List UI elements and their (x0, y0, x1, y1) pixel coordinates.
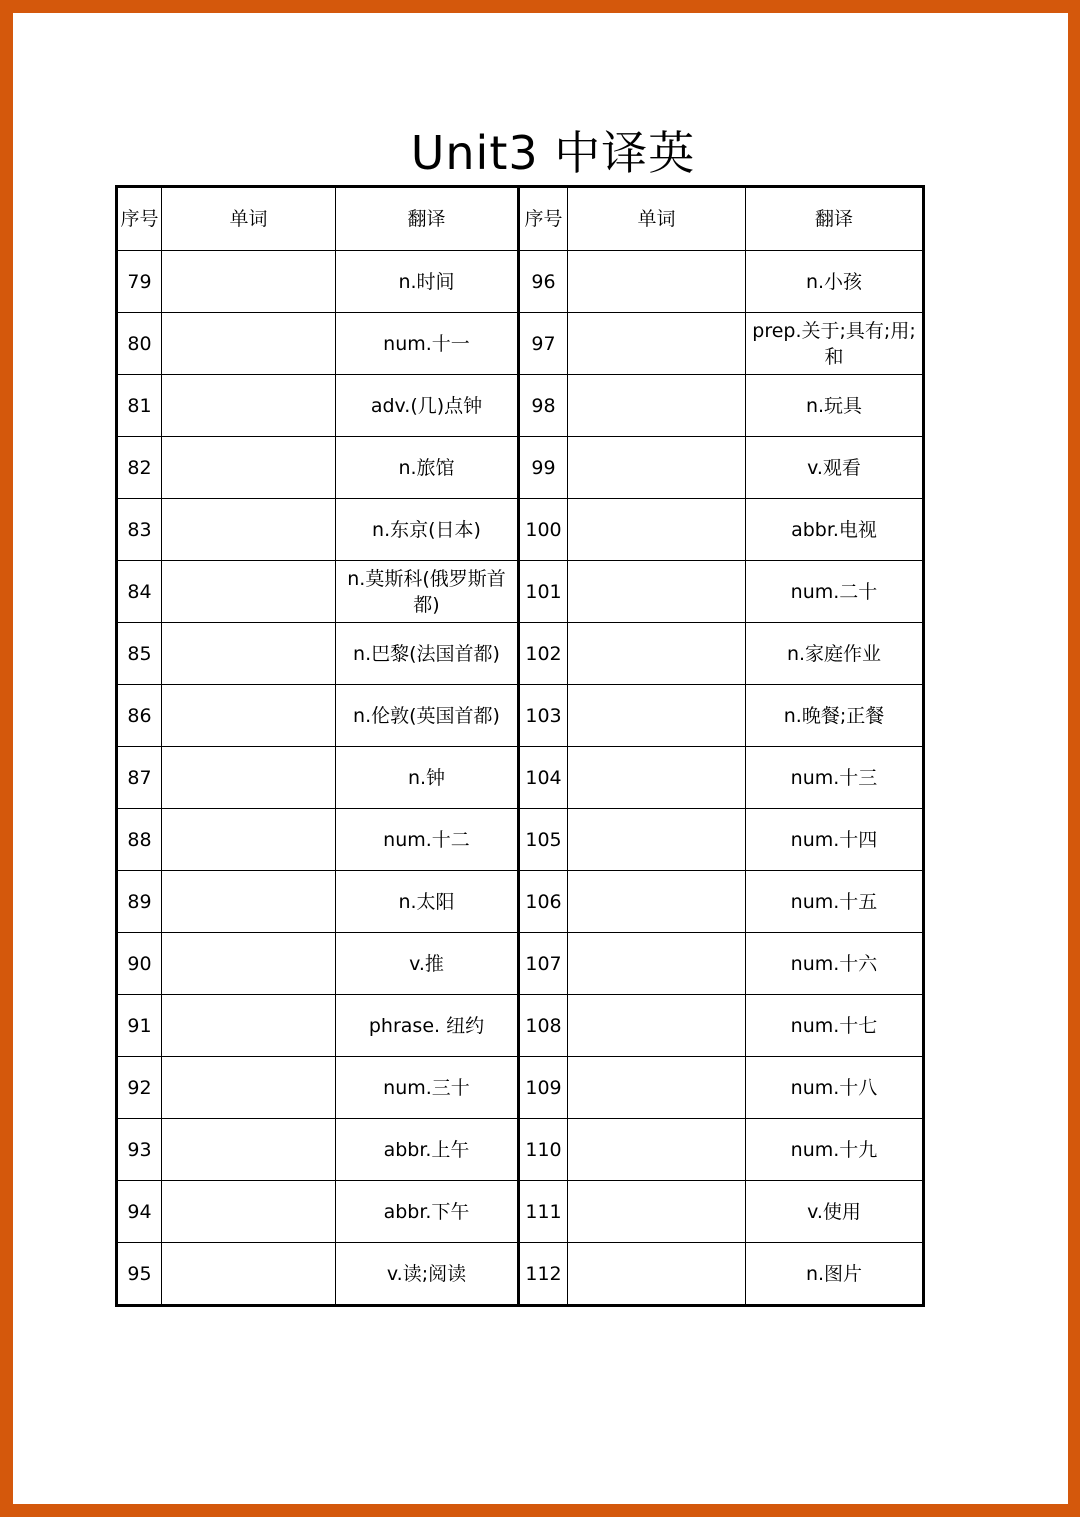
translation-cell: n.图片 (746, 1243, 924, 1306)
translation-cell: n.钟 (336, 747, 519, 809)
table-header-row (117, 187, 924, 251)
header-word-left: 单词 (162, 187, 336, 251)
number-cell: 108 (519, 995, 568, 1057)
word-answer-cell[interactable] (162, 871, 336, 933)
translation-cell: prep.关于;具有;用;和 (746, 313, 924, 375)
word-answer-cell[interactable] (568, 871, 746, 933)
word-answer-cell[interactable] (568, 1057, 746, 1119)
number-cell: 87 (117, 747, 162, 809)
number-cell: 96 (519, 251, 568, 313)
word-answer-cell[interactable] (568, 685, 746, 747)
word-answer-cell[interactable] (162, 499, 336, 561)
translation-cell: n.莫斯科(俄罗斯首都) (336, 561, 519, 623)
word-answer-cell[interactable] (162, 561, 336, 623)
translation-cell: num.十九 (746, 1119, 924, 1181)
table-row (117, 685, 924, 747)
word-answer-cell[interactable] (162, 1181, 336, 1243)
word-answer-cell[interactable] (568, 1243, 746, 1306)
word-answer-cell[interactable] (162, 623, 336, 685)
word-answer-cell[interactable] (568, 623, 746, 685)
word-answer-cell[interactable] (162, 1243, 336, 1306)
table-row (117, 871, 924, 933)
number-cell: 85 (117, 623, 162, 685)
translation-cell: num.二十 (746, 561, 924, 623)
translation-cell: n.时间 (336, 251, 519, 313)
word-answer-cell[interactable] (162, 251, 336, 313)
header-number-right: 序号 (519, 187, 568, 251)
translation-cell: n.旅馆 (336, 437, 519, 499)
word-answer-cell[interactable] (568, 747, 746, 809)
word-answer-cell[interactable] (162, 685, 336, 747)
table-row (117, 375, 924, 437)
translation-cell: n.东京(日本) (336, 499, 519, 561)
translation-cell: phrase. 纽约 (336, 995, 519, 1057)
header-word-right: 单词 (568, 187, 746, 251)
translation-cell: num.十七 (746, 995, 924, 1057)
number-cell: 89 (117, 871, 162, 933)
table-row (117, 251, 924, 313)
number-cell: 83 (117, 499, 162, 561)
word-answer-cell[interactable] (568, 499, 746, 561)
word-answer-cell[interactable] (568, 313, 746, 375)
table-row (117, 561, 924, 623)
number-cell: 84 (117, 561, 162, 623)
table-row (117, 1243, 924, 1306)
number-cell: 95 (117, 1243, 162, 1306)
word-answer-cell[interactable] (568, 437, 746, 499)
translation-cell: num.十五 (746, 871, 924, 933)
translation-cell: num.十四 (746, 809, 924, 871)
table-row (117, 995, 924, 1057)
translation-cell: num.十八 (746, 1057, 924, 1119)
number-cell: 107 (519, 933, 568, 995)
header-number-left: 序号 (117, 187, 162, 251)
number-cell: 112 (519, 1243, 568, 1306)
number-cell: 82 (117, 437, 162, 499)
table-row (117, 1057, 924, 1119)
word-answer-cell[interactable] (568, 1181, 746, 1243)
translation-cell: n.晚餐;正餐 (746, 685, 924, 747)
word-answer-cell[interactable] (568, 1119, 746, 1181)
translation-cell: num.十二 (336, 809, 519, 871)
translation-cell: abbr.下午 (336, 1181, 519, 1243)
vocabulary-table (115, 185, 925, 1307)
word-answer-cell[interactable] (568, 561, 746, 623)
word-answer-cell[interactable] (162, 1057, 336, 1119)
translation-cell: n.太阳 (336, 871, 519, 933)
header-translation-right: 翻译 (746, 187, 924, 251)
translation-cell: n.巴黎(法国首都) (336, 623, 519, 685)
translation-cell: abbr.电视 (746, 499, 924, 561)
word-answer-cell[interactable] (162, 747, 336, 809)
table-row (117, 623, 924, 685)
translation-cell: num.三十 (336, 1057, 519, 1119)
translation-cell: v.观看 (746, 437, 924, 499)
number-cell: 86 (117, 685, 162, 747)
translation-cell: n.小孩 (746, 251, 924, 313)
word-answer-cell[interactable] (162, 375, 336, 437)
number-cell: 103 (519, 685, 568, 747)
number-cell: 105 (519, 809, 568, 871)
translation-cell: num.十六 (746, 933, 924, 995)
number-cell: 90 (117, 933, 162, 995)
number-cell: 91 (117, 995, 162, 1057)
number-cell: 106 (519, 871, 568, 933)
translation-cell: n.家庭作业 (746, 623, 924, 685)
number-cell: 94 (117, 1181, 162, 1243)
number-cell: 81 (117, 375, 162, 437)
number-cell: 93 (117, 1119, 162, 1181)
number-cell: 79 (117, 251, 162, 313)
table-row (117, 499, 924, 561)
table-row (117, 747, 924, 809)
number-cell: 110 (519, 1119, 568, 1181)
translation-cell: num.十一 (336, 313, 519, 375)
word-answer-cell[interactable] (568, 995, 746, 1057)
table-row (117, 809, 924, 871)
table-row (117, 1181, 924, 1243)
translation-cell: v.读;阅读 (336, 1243, 519, 1306)
number-cell: 92 (117, 1057, 162, 1119)
number-cell: 109 (519, 1057, 568, 1119)
page-title: Unit3 中译英 (410, 126, 696, 180)
table-row (117, 1119, 924, 1181)
number-cell: 102 (519, 623, 568, 685)
word-answer-cell[interactable] (162, 809, 336, 871)
number-cell: 98 (519, 375, 568, 437)
number-cell: 80 (117, 313, 162, 375)
word-answer-cell[interactable] (162, 1119, 336, 1181)
word-answer-cell[interactable] (162, 313, 336, 375)
word-answer-cell[interactable] (568, 375, 746, 437)
translation-cell: v.推 (336, 933, 519, 995)
table-row (117, 437, 924, 499)
word-answer-cell[interactable] (568, 809, 746, 871)
table-row (117, 933, 924, 995)
word-answer-cell[interactable] (162, 995, 336, 1057)
number-cell: 99 (519, 437, 568, 499)
translation-cell: adv.(几)点钟 (336, 375, 519, 437)
word-answer-cell[interactable] (162, 437, 336, 499)
translation-cell: num.十三 (746, 747, 924, 809)
number-cell: 111 (519, 1181, 568, 1243)
table-row (117, 313, 924, 375)
translation-cell: abbr.上午 (336, 1119, 519, 1181)
number-cell: 100 (519, 499, 568, 561)
translation-cell: v.使用 (746, 1181, 924, 1243)
translation-cell: n.玩具 (746, 375, 924, 437)
number-cell: 104 (519, 747, 568, 809)
word-answer-cell[interactable] (162, 933, 336, 995)
translation-cell: n.伦敦(英国首都) (336, 685, 519, 747)
header-translation-left: 翻译 (336, 187, 519, 251)
number-cell: 88 (117, 809, 162, 871)
word-answer-cell[interactable] (568, 251, 746, 313)
number-cell: 97 (519, 313, 568, 375)
number-cell: 101 (519, 561, 568, 623)
word-answer-cell[interactable] (568, 933, 746, 995)
